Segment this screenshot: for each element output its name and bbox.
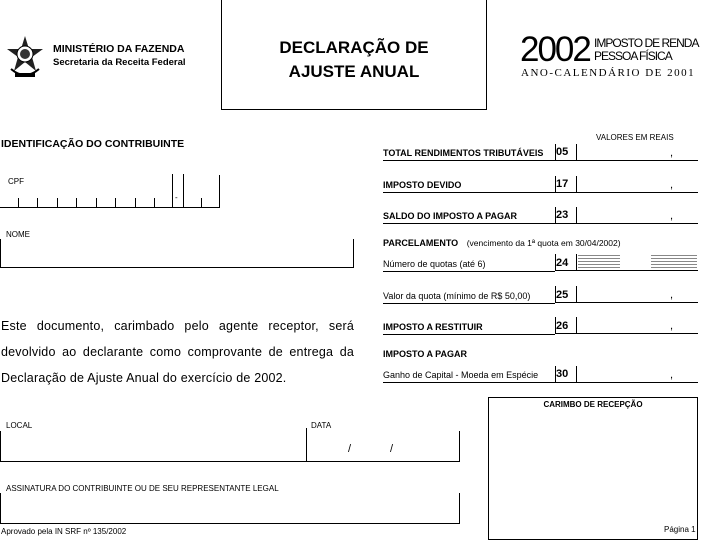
local-label: LOCAL [6, 421, 33, 430]
year-label: 2002 [520, 30, 590, 69]
comma-30: , [670, 369, 674, 381]
secretaria-name: Secretaria da Receita Federal [53, 57, 186, 68]
date-separator-1: / [348, 443, 352, 455]
row-label-rendimentos: TOTAL RENDIMENTOS TRIBUTÁVEIS [383, 148, 544, 158]
field-26[interactable] [555, 317, 698, 334]
comma-05: , [670, 147, 674, 159]
values-header: VALORES EM REAIS [596, 133, 674, 142]
cpf-field[interactable] [0, 175, 220, 208]
field-30[interactable] [555, 366, 698, 383]
field-05[interactable] [555, 144, 698, 161]
tax-line-2: PESSOA FÍSICA [594, 49, 672, 63]
comma-17: , [670, 179, 674, 191]
field-number-26: 26 [556, 320, 569, 332]
approval-footer: Aprovado pela IN SRF nº 135/2002 [1, 527, 127, 536]
calendar-year-label: ANO-CALENDÁRIO DE 2001 [521, 67, 696, 79]
nome-label: NOME [6, 230, 30, 239]
parcelamento-title: PARCELAMENTO [383, 238, 459, 248]
carimbo-recepcao-box [488, 397, 698, 540]
quotas-label: Número de quotas (até 6) [383, 259, 486, 269]
page-number: Página 1 [664, 525, 696, 534]
row-label-saldo: SALDO DO IMPOSTO A PAGAR [383, 211, 518, 221]
signature-field[interactable] [0, 493, 460, 524]
title-line-2: AJUSTE ANUAL [288, 62, 420, 81]
data-label: DATA [311, 421, 332, 430]
field-24[interactable] [555, 254, 698, 271]
signature-label: ASSINATURA DO CONTRIBUINTE OU DE SEU REPRESENTANTE LEGAL [6, 484, 279, 493]
brazil-coat-of-arms-icon [5, 35, 45, 79]
field-number-17: 17 [556, 178, 569, 190]
comma-26: , [670, 320, 674, 332]
field-number-30: 30 [556, 368, 569, 380]
local-data-field[interactable] [0, 431, 460, 462]
comma-25: , [670, 289, 674, 301]
field-number-24: 24 [556, 257, 569, 269]
parcelamento-note: (vencimento da 1ª quota em 30/04/2002) [466, 238, 621, 248]
cpf-label: CPF [8, 177, 24, 186]
field-23[interactable] [555, 207, 698, 224]
section-title-identificacao: IDENTIFICAÇÃO DO CONTRIBUINTE [1, 138, 185, 150]
field-number-05: 05 [556, 146, 569, 158]
parcelamento-section [383, 238, 621, 248]
document-title-box [221, 0, 487, 110]
restituir-label: IMPOSTO A RESTITUIR [383, 322, 483, 332]
receipt-paragraph: Este documento, carimbado pelo agente receptor, será devolvido ao declarante como comprovante de entrega da Declaração de Ajuste Anual do exercício de 2002. [1, 319, 354, 385]
field-number-23: 23 [556, 209, 569, 221]
row-label-imposto-devido: IMPOSTO DEVIDO [383, 180, 462, 190]
cpf-dash: - [175, 193, 178, 202]
field-17[interactable] [555, 176, 698, 193]
field-25[interactable] [555, 286, 698, 303]
field-number-25: 25 [556, 289, 569, 301]
ganho-capital-label: Ganho de Capital - Moeda em Espécie [383, 370, 539, 380]
tax-line-1: IMPOSTO DE RENDA [594, 36, 699, 50]
tax-type-label [594, 37, 698, 63]
carimbo-title: CARIMBO DE RECEPÇÃO [543, 400, 643, 409]
ministry-name: MINISTÉRIO DA FAZENDA [53, 43, 185, 55]
title-line-1: DECLARAÇÃO DE [279, 38, 429, 57]
valor-quota-label: Valor da quota (mínimo de R$ 50,00) [383, 291, 531, 301]
date-separator-2: / [390, 443, 394, 455]
ministry-header [53, 42, 186, 70]
comma-23: , [670, 210, 674, 222]
imposto-pagar-title: IMPOSTO A PAGAR [383, 349, 468, 359]
nome-field[interactable] [0, 239, 354, 268]
